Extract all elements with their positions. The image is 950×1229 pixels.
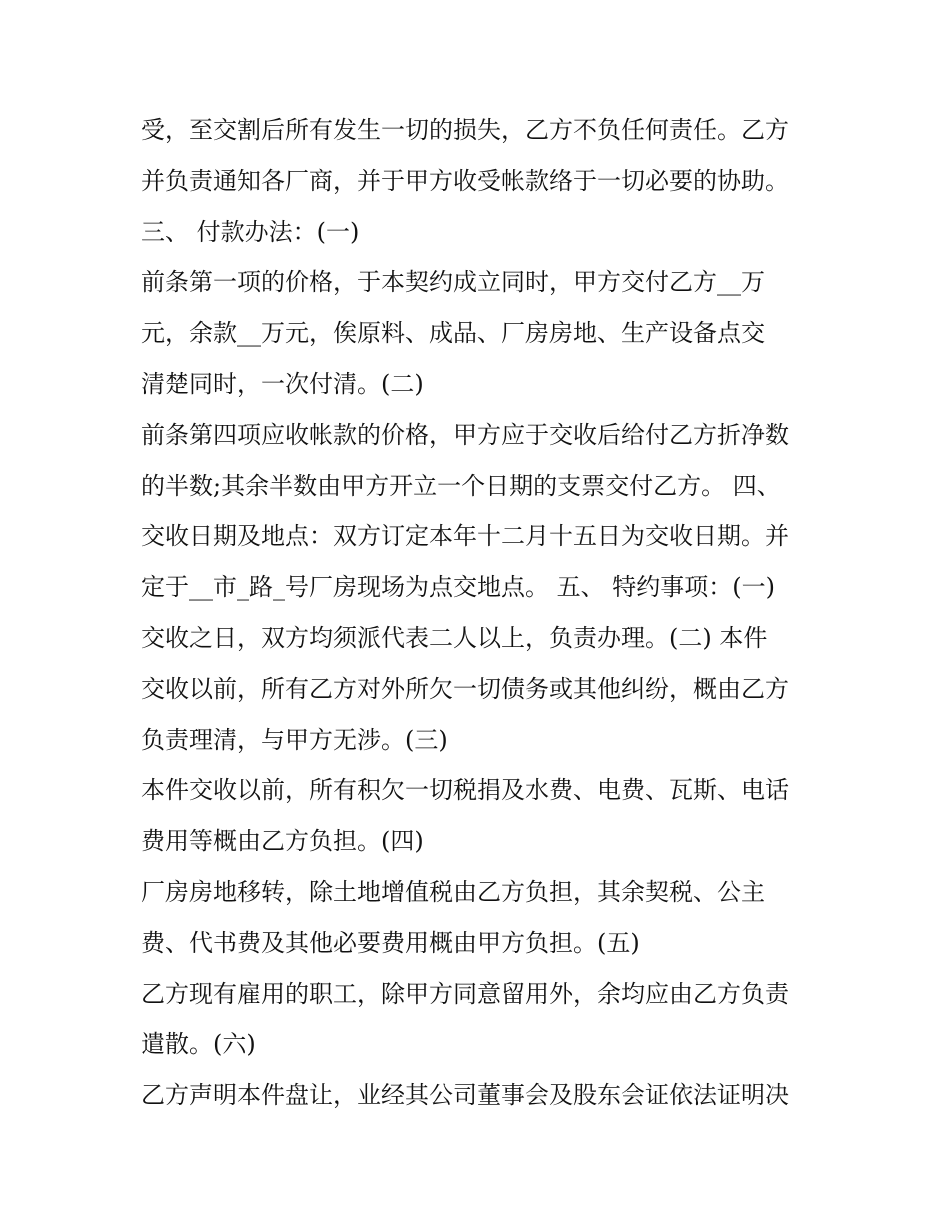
text-line: 交收以前，所有乙方对外所欠一切债务或其他纠纷，概由乙方 — [141, 674, 789, 703]
text-line: 清楚同时，一次付清。(二) — [141, 369, 424, 398]
text-line: 费、代书费及其他必要费用概由甲方负担。(五) — [141, 928, 640, 957]
text-line: 遣散。(六) — [141, 1030, 256, 1059]
contract-body-text — [141, 105, 821, 1121]
text-line: 前条第一项的价格，于本契约成立同时，甲方交付乙方__万 — [141, 268, 765, 297]
text-line: 乙方声明本件盘让，业经其公司董事会及股东会证依法证明决 — [141, 1081, 789, 1110]
text-line: 本件交收以前，所有积欠一切税捐及水费、电费、瓦斯、电话 — [141, 776, 789, 805]
section-heading-payment: 三、 付款办法：(一) — [141, 217, 360, 246]
text-line: 乙方现有雇用的职工，除甲方同意留用外，余均应由乙方负责 — [141, 979, 789, 1008]
text-line: 受，至交割后所有发生一切的损失，乙方不负任何责任。乙方 — [141, 116, 789, 144]
text-line: 负责理清，与甲方无涉。(三) — [141, 725, 448, 754]
text-line: 交收日期及地点：双方订定本年十二月十五日为交收日期。并 — [141, 522, 789, 551]
text-line: 定于__市_路_号厂房现场为点交地点。 五、 特约事项：(一) — [141, 573, 775, 602]
text-line: 前条第四项应收帐款的价格，甲方应于交收后给付乙方折净数 — [141, 420, 789, 449]
text-line: 并负责通知各厂商，并于甲方收受帐款络于一切必要的协助。 — [141, 166, 789, 195]
text-line: 费用等概由乙方负担。(四) — [141, 827, 424, 856]
text-line: 的半数;其余半数由甲方开立一个日期的支票交付乙方。 四、 — [141, 471, 781, 500]
text-line: 厂房房地移转，除土地增值税由乙方负担，其余契税、公主 — [141, 877, 765, 906]
text-line: 交收之日，双方均须派代表二人以上，负责办理。(二) 本件 — [141, 623, 768, 652]
text-line: 元，余款__万元，俟原料、成品、厂房房地、生产设备点交 — [141, 319, 765, 348]
